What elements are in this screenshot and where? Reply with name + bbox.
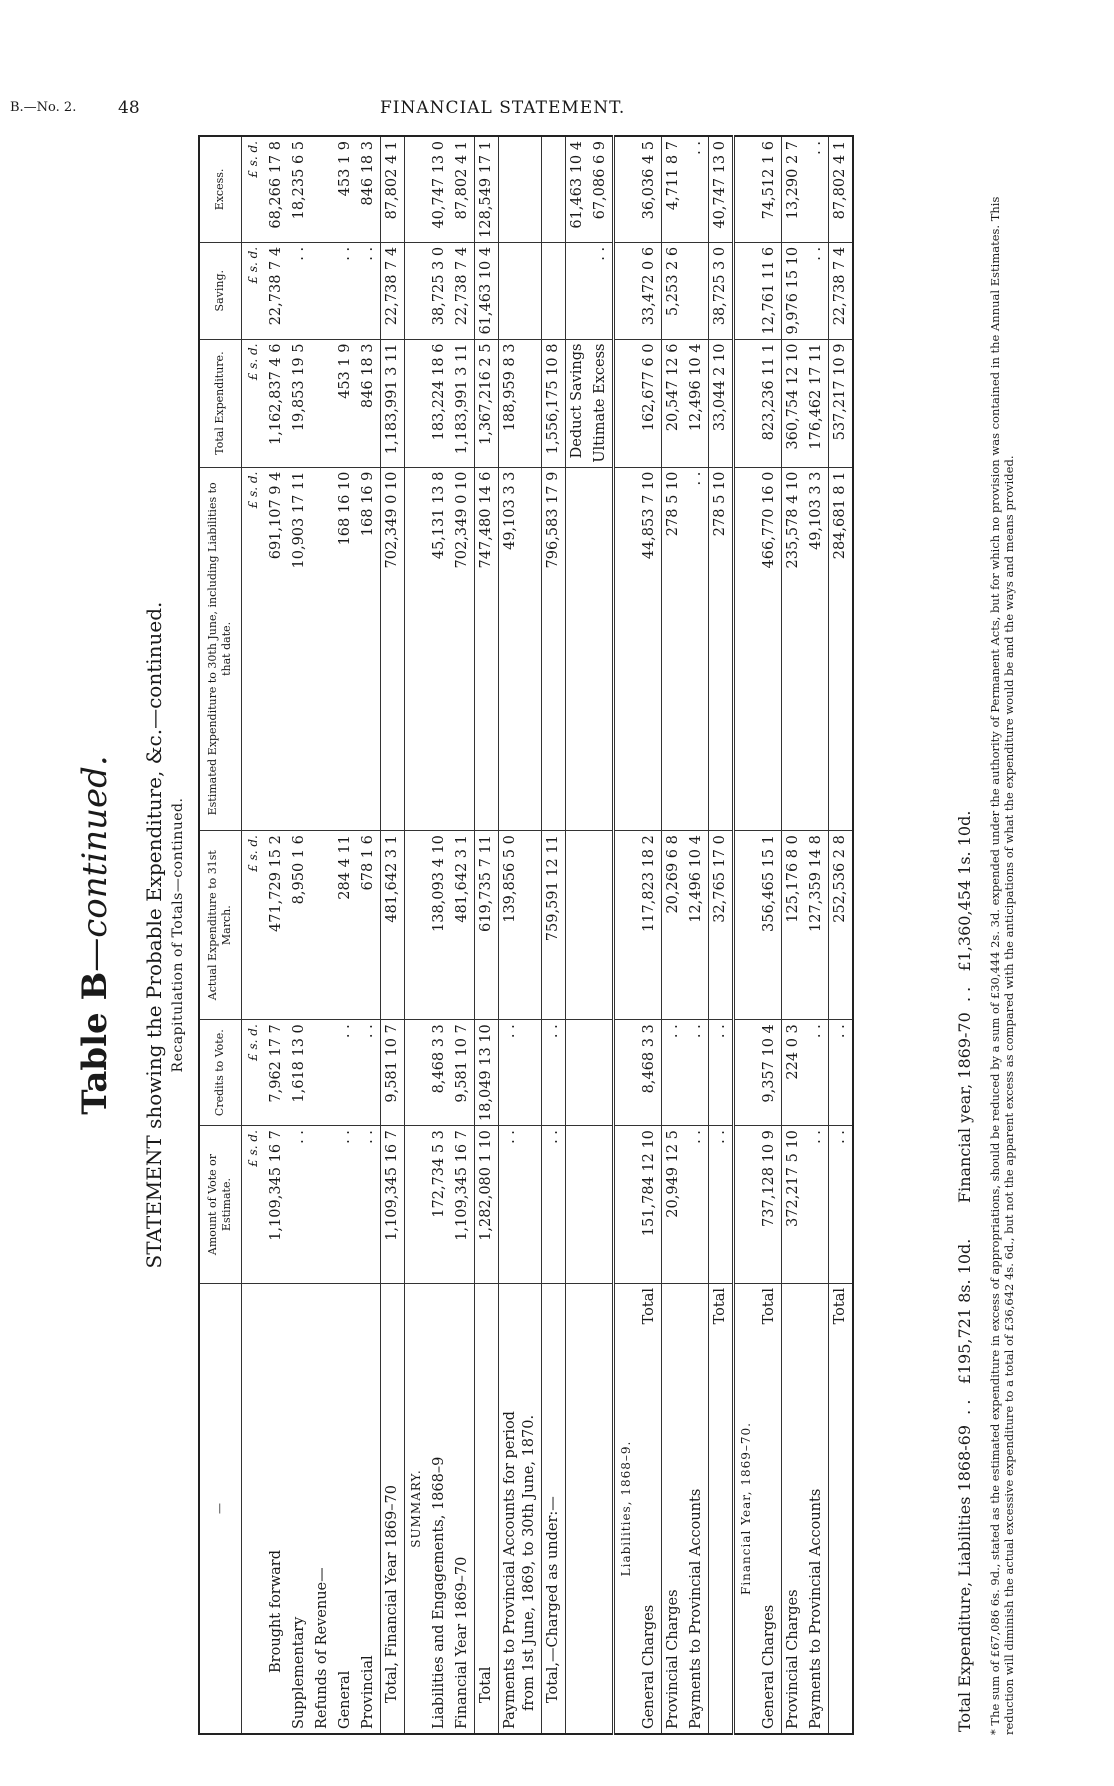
amount-cell: 172,734 5 3 (428, 1126, 451, 1284)
actual-cell: 32,765 17 0 (708, 831, 733, 1020)
excess-cell: 846 18 3 (357, 136, 381, 242)
col-actual-expenditure: Actual Expenditure to 31st March. (199, 831, 241, 1020)
saving-cell: . . (805, 242, 829, 339)
table-row: General Charges Total 737,128 10 9 9,357 10 4 356,465 15 1 466,770 16 0 823,236 11 1 12,761 11 6 74,512 1 6 (758, 136, 782, 1734)
table-row: Brought forward 1,109,345 16 7 7,962 17 7 471,729 15 2 691,107 9 4 1,162,837 4 6 22,738 7 4 68,266 17 8 (265, 136, 288, 1734)
excess-cell: 68,266 17 8 (265, 136, 288, 242)
credits-cell: . . (498, 1020, 541, 1126)
page-number: 48 (118, 98, 140, 118)
table-row: Provincial Charges 20,949 12 5 . . 20,269 6 8 278 5 10 20,547 12 6 5,253 2 6 4,711 8 7 (661, 136, 685, 1734)
amount-cell: 1,109,345 16 7 (265, 1126, 288, 1284)
grand-label-liabilities: Total Expenditure, Liabilities 1868-69 (955, 1424, 974, 1732)
actual-cell (311, 831, 334, 1020)
excess-cell: 128,549 17 1 (474, 136, 498, 242)
amount-cell: 20,949 12 5 (661, 1126, 685, 1284)
total-cell: 19,853 19 5 (288, 339, 311, 467)
credits-cell: 7,962 17 7 (265, 1020, 288, 1126)
credits-cell: 224 0 3 (781, 1020, 805, 1126)
table-row: Total . . . . 32,765 17 0 278 5 10 33,044 2 10 38,725 3 0 40,747 13 0 (708, 136, 733, 1734)
saving-cell (498, 242, 541, 339)
document-ref: B.—No. 2. (10, 100, 77, 115)
saving-cell: 22,738 7 4 (265, 242, 288, 339)
table-row: Provincial Charges 372,217 5 10 224 0 3 125,176 8 0 235,578 4 10 360,754 12 10 9,976 15 10 13,290 2 7 (781, 136, 805, 1734)
total-cell: 1,183,991 3 11 (380, 339, 404, 467)
amount-cell (311, 1126, 334, 1284)
amount-cell: . . (288, 1126, 311, 1284)
saving-cell (311, 242, 334, 339)
table-subtitle: STATEMENT showing the Probable Expenditure, &c.—continued. (142, 601, 166, 1269)
excess-cell (311, 136, 334, 242)
excess-cell: 4,711 8 7 (661, 136, 685, 242)
estimated-cell: 796,583 17 9 (541, 467, 565, 831)
table-recap-subtitle: Recapitulation of Totals—continued. (170, 797, 186, 1073)
actual-cell: 252,536 2 8 (828, 831, 853, 1020)
amount-cell: . . (685, 1126, 709, 1284)
statement-table (198, 135, 854, 1735)
credits-cell: . . (334, 1020, 357, 1126)
actual-cell: 619,735 7 11 (474, 831, 498, 1020)
saving-cell: 38,725 3 0 (708, 242, 733, 339)
estimated-cell: 45,131 13 8 (428, 467, 451, 831)
total-cell: 188,959 8 3 (498, 339, 541, 467)
table-row: Payments to Provincial Accounts . . . . 12,496 10 4 . . 12,496 10 4 . . (685, 136, 709, 1734)
summary-heading: SUMMARY. (404, 136, 428, 1734)
table-row: General Charges Total 151,784 12 10 8,468 3 3 117,823 18 2 44,853 7 10 162,677 6 0 33,472 0 6 36,036 4 5 (638, 136, 662, 1734)
total-cell: 176,462 17 11 (805, 339, 829, 467)
estimated-cell: 49,103 3 3 (498, 467, 541, 831)
excess-cell: 18,235 6 5 (288, 136, 311, 242)
actual-cell: 20,269 6 8 (661, 831, 685, 1020)
grand-value-financial-year: £1,360,454 1s. 10d. (955, 810, 974, 972)
saving-cell: 33,472 0 6 (638, 242, 662, 339)
actual-cell: 759,591 12 11 (541, 831, 565, 1020)
grand-total-line: Total Expenditure, Liabilities 1868-69 . . £195,721 8s. 10d. Financial year, 1869-70 . . £1,360,454 1s. 10d. (955, 810, 974, 1732)
saving-cell: 38,725 3 0 (428, 242, 451, 339)
actual-cell: 12,496 10 4 (685, 831, 709, 1020)
total-cell: 162,677 6 0 (638, 339, 662, 467)
saving-cell (541, 242, 565, 339)
table-row: Liabilities and Engagements, 1868–9 172,734 5 3 8,468 3 3 138,093 4 10 45,131 13 8 183,224 18 6 38,725 3 0 40,747 13 0 (428, 136, 451, 1734)
total-cell: 33,044 2 10 (708, 339, 733, 467)
amount-cell: . . (334, 1126, 357, 1284)
excess-cell (498, 136, 541, 242)
table-row: Payments to Provincial Accounts for period from 1st June, 1869, to 30th June, 1870. . . . . 139,856 5 0 49,103 3 3 188,959 8 3 (498, 136, 541, 1734)
actual-cell: 471,729 15 2 (265, 831, 288, 1020)
ultimate-excess-label: Ultimate Excess (589, 339, 614, 467)
estimated-cell: 235,578 4 10 (781, 467, 805, 831)
actual-cell: 481,642 3 1 (451, 831, 475, 1020)
amount-cell: 737,128 10 9 (758, 1126, 782, 1284)
total-cell (311, 339, 334, 467)
actual-cell: 117,823 18 2 (638, 831, 662, 1020)
actual-cell: 125,176 8 0 (781, 831, 805, 1020)
credits-cell: . . (685, 1020, 709, 1126)
amount-cell: . . (357, 1126, 381, 1284)
table-row: Total 1,282,080 1 10 18,049 13 10 619,735 7 11 747,480 14 6 1,367,216 2 5 61,463 10 4 128,549 17 1 (474, 136, 498, 1734)
amount-cell: 151,784 12 10 (638, 1126, 662, 1284)
credits-cell: . . (661, 1020, 685, 1126)
saving-cell: 12,761 11 6 (758, 242, 782, 339)
estimated-cell: 168 16 9 (357, 467, 381, 831)
total-cell: 183,224 18 6 (428, 339, 451, 467)
actual-cell: 138,093 4 10 (428, 831, 451, 1020)
estimated-cell: 278 5 10 (661, 467, 685, 831)
excess-cell: 87,802 4 1 (380, 136, 404, 242)
estimated-cell: 702,349 0 10 (380, 467, 404, 831)
total-cell: 537,217 10 9 (828, 339, 853, 467)
estimated-cell: 691,107 9 4 (265, 467, 288, 831)
saving-cell: 5,253 2 6 (661, 242, 685, 339)
excess-cell: 40,747 13 0 (708, 136, 733, 242)
credits-cell: . . (828, 1020, 853, 1126)
actual-cell: 678 1 6 (357, 831, 381, 1020)
credits-cell: 9,581 10 7 (380, 1020, 404, 1126)
col-credits-to-vote: Credits to Vote. (199, 1020, 241, 1126)
saving-cell (685, 242, 709, 339)
col-estimated-expenditure: Estimated Expenditure to 30th June, including Liabilities to that date. (199, 467, 241, 831)
table-row: Total . . . . 252,536 2 8 284,681 8 1 537,217 10 9 22,738 7 4 87,802 4 1 (828, 136, 853, 1734)
actual-cell: 8,950 1 6 (288, 831, 311, 1020)
column-headers (199, 136, 241, 1734)
amount-cell: 1,282,080 1 10 (474, 1126, 498, 1284)
ultimate-excess-row: Ultimate Excess . . 67,086 6 9 (589, 136, 614, 1734)
amount-cell: 1,109,345 16 7 (451, 1126, 475, 1284)
estimated-cell: 284,681 8 1 (828, 467, 853, 831)
total-cell: 1,183,991 3 11 (451, 339, 475, 467)
estimated-cell: 10,903 17 11 (288, 467, 311, 831)
total-cell: 1,556,175 10 8 (541, 339, 565, 467)
excess-cell: 36,036 4 5 (638, 136, 662, 242)
estimated-cell: 747,480 14 6 (474, 467, 498, 831)
table-row: Total,—Charged as under:— . . . . 759,591 12 11 796,583 17 9 1,556,175 10 8 (541, 136, 565, 1734)
credits-cell: 9,581 10 7 (451, 1020, 475, 1126)
table-row: Supplementary . . 1,618 13 0 8,950 1 6 10,903 17 11 19,853 19 5 . . 18,235 6 5 (288, 136, 311, 1734)
table-row: Financial Year 1869–70 1,109,345 16 7 9,581 10 7 481,642 3 1 702,349 0 10 1,183,991 3 11 22,738 7 4 87,802 4 1 (451, 136, 475, 1734)
table-row: Refunds of Revenue— (311, 136, 334, 1734)
table-row: Payments to Provincial Accounts . . . . 127,359 14 8 49,103 3 3 176,462 17 11 . . . . (805, 136, 829, 1734)
excess-cell: . . (805, 136, 829, 242)
grand-value-liabilities: £195,721 8s. 10d. (955, 1238, 974, 1385)
total-cell: 1,162,837 4 6 (265, 339, 288, 467)
estimated-cell (311, 467, 334, 831)
credits-cell: 8,468 3 3 (428, 1020, 451, 1126)
estimated-cell: 44,853 7 10 (638, 467, 662, 831)
estimated-cell: 702,349 0 10 (451, 467, 475, 831)
col-description: — (199, 1284, 241, 1735)
page-header (0, 98, 1114, 128)
credits-cell: . . (805, 1020, 829, 1126)
saving-cell: 9,976 15 10 (781, 242, 805, 339)
actual-cell: 356,465 15 1 (758, 831, 782, 1020)
saving-cell: 22,738 7 4 (828, 242, 853, 339)
credits-cell: . . (708, 1020, 733, 1126)
total-cell: 846 18 3 (357, 339, 381, 467)
table-title: Table B—continued. (75, 755, 115, 1115)
col-total-expenditure: Total Expenditure. (199, 339, 241, 467)
excess-cell: 87,802 4 1 (828, 136, 853, 242)
grand-label-financial-year: Financial year, 1869-70 (955, 1012, 974, 1203)
col-amount-of-vote: Amount of Vote or Estimate. (199, 1126, 241, 1284)
saving-cell: . . (288, 242, 311, 339)
estimated-cell: 466,770 16 0 (758, 467, 782, 831)
table-row: Total, Financial Year 1869–70 1,109,345 16 7 9,581 10 7 481,642 3 1 702,349 0 10 1,183,991 3 11 22,738 7 4 87,802 4 1 (380, 136, 404, 1734)
saving-cell: 22,738 7 4 (380, 242, 404, 339)
excess-cell: 453 1 9 (334, 136, 357, 242)
ultimate-excess-value: 67,086 6 9 (589, 136, 614, 242)
excess-cell: 87,802 4 1 (451, 136, 475, 242)
table-row: Provincial . . . . 678 1 6 168 16 9 846 18 3 . . 846 18 3 (357, 136, 381, 1734)
excess-cell: 13,290 2 7 (781, 136, 805, 242)
amount-cell: 1,109,345 16 7 (380, 1126, 404, 1284)
excess-cell (541, 136, 565, 242)
total-cell: 20,547 12 6 (661, 339, 685, 467)
actual-cell: 139,856 5 0 (498, 831, 541, 1020)
actual-cell: 481,642 3 1 (380, 831, 404, 1020)
saving-cell: 61,463 10 4 (474, 242, 498, 339)
actual-cell: 127,359 14 8 (805, 831, 829, 1020)
rotated-table-page (50, 130, 1090, 1740)
col-saving: Saving. (199, 242, 241, 339)
credits-cell: 8,468 3 3 (638, 1020, 662, 1126)
actual-cell: 284 4 11 (334, 831, 357, 1020)
deduct-savings-row (565, 136, 589, 1734)
deduct-savings-label: Deduct Savings (565, 339, 589, 467)
credits-cell: . . (357, 1020, 381, 1126)
estimated-cell: 49,103 3 3 (805, 467, 829, 831)
deduct-savings-value: 61,463 10 4 (565, 136, 589, 242)
page-title: FINANCIAL STATEMENT. (380, 98, 626, 118)
excess-cell: 40,747 13 0 (428, 136, 451, 242)
total-cell: 1,367,216 2 5 (474, 339, 498, 467)
saving-cell: . . (357, 242, 381, 339)
amount-cell: . . (541, 1126, 565, 1284)
credits-cell (311, 1020, 334, 1126)
total-cell: 360,754 12 10 (781, 339, 805, 467)
credits-cell: 18,049 13 10 (474, 1020, 498, 1126)
liabilities-heading: Liabilities, 1868–9. (613, 136, 638, 1734)
col-excess: Excess. (199, 136, 241, 242)
excess-cell: . . (685, 136, 709, 242)
footnote: * The sum of £67,086 6s. 9d., stated as the estimated expenditure in excess of appropriations, should be reduced by a sum of £30,444 2s. 3d. expended under the authority of Permanent Acts, but for which no provision was contained in the Annual Estimates. This reduction will diminish the actual excessive expenditure to a total of £36,642 4s. 6d., but not the apparent excess as compared with the anticipations of what the expenditure would be and the ways and means provided. (988, 196, 1016, 1735)
estimated-cell: 278 5 10 (708, 467, 733, 831)
amount-cell: . . (708, 1126, 733, 1284)
estimated-cell: . . (685, 467, 709, 831)
total-cell: 12,496 10 4 (685, 339, 709, 467)
lsd-units-row: £ s. d. £ s. d. £ s. d. £ s. d. £ s. d. £ s. d. £ s. d. (241, 136, 265, 1734)
financial-year-heading: Financial Year, 1869–70. (733, 136, 758, 1734)
amount-cell: . . (805, 1126, 829, 1284)
amount-cell: 372,217 5 10 (781, 1126, 805, 1284)
saving-cell: 22,738 7 4 (451, 242, 475, 339)
saving-cell: . . (334, 242, 357, 339)
estimated-cell: 168 16 10 (334, 467, 357, 831)
amount-cell: . . (498, 1126, 541, 1284)
total-cell: 823,236 11 1 (758, 339, 782, 467)
credits-cell: . . (541, 1020, 565, 1126)
total-cell: 453 1 9 (334, 339, 357, 467)
table-row: General . . . . 284 4 11 168 16 10 453 1 9 . . 453 1 9 (334, 136, 357, 1734)
credits-cell: 9,357 10 4 (758, 1020, 782, 1126)
amount-cell: . . (828, 1126, 853, 1284)
credits-cell: 1,618 13 0 (288, 1020, 311, 1126)
excess-cell: 74,512 1 6 (758, 136, 782, 242)
